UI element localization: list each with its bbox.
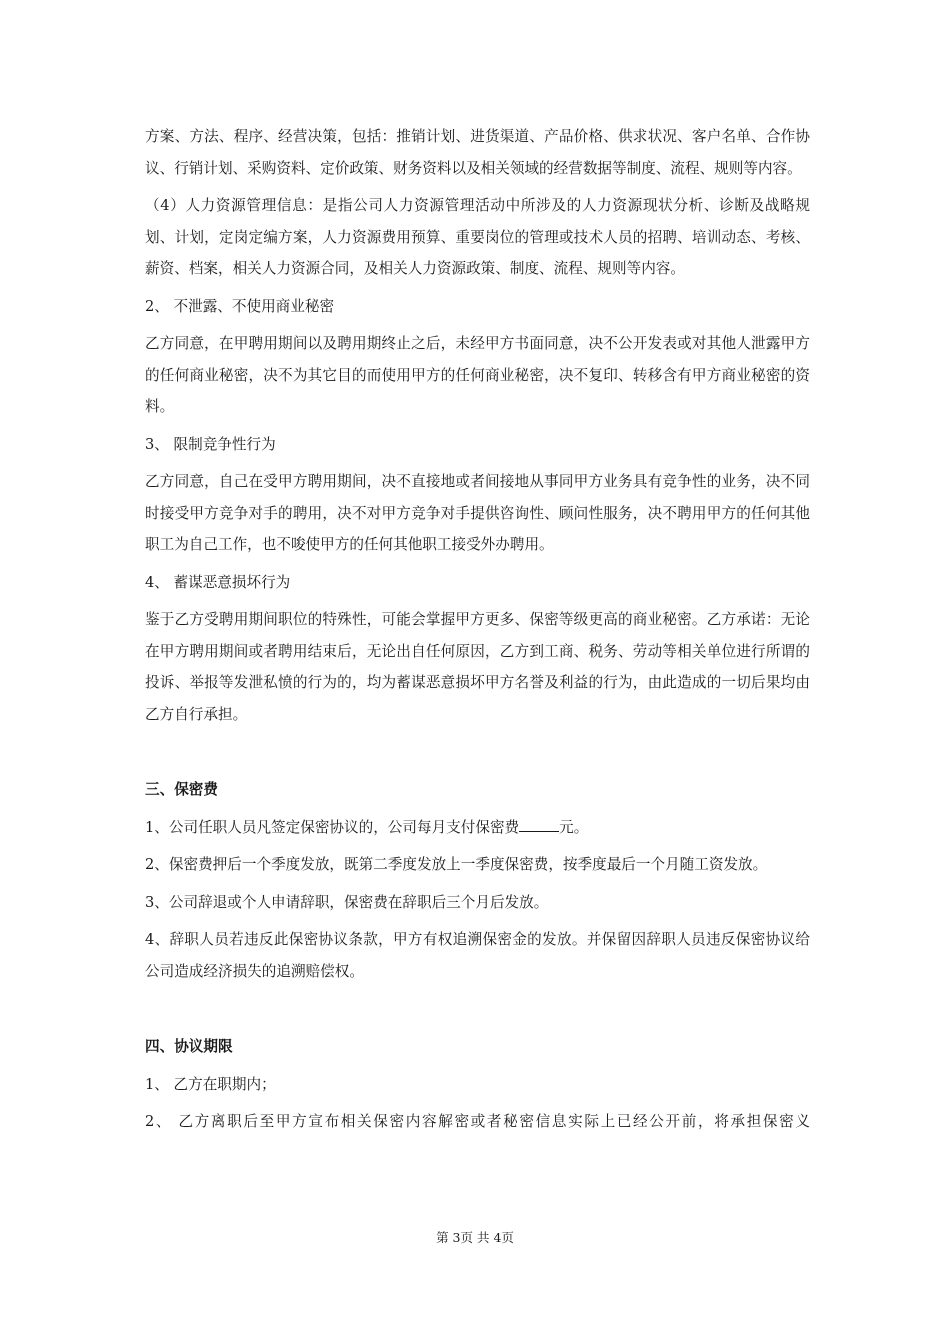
paragraph-non-compete: 乙方同意，自己在受甲方聘用期间，决不直接地或者间接地从事同甲方业务具有竞争性的业务，决不同时接受甲方竞争对手的聘用，决不对甲方竞争对手提供咨询性、顾问性服务，决不聘用甲方的任何其他职工为自己工作，也不唆使甲方的任何其他职工接受外办聘用。 (145, 473, 810, 553)
paragraph-hr-info: （4）人力资源管理信息：是指公司人力资源管理活动中所涉及的人力资源现状分析、诊断及战略规划、计划，定岗定编方案，人力资源费用预算、重要岗位的管理或技术人员的招聘、培训动态、考核、薪资、档案，相关人力资源合同，及相关人力资源政策、制度、流程、规则等内容。 (145, 197, 810, 277)
fee-amount-blank (519, 817, 559, 832)
page-number-footer: 第 3页 共 4页 (436, 1230, 514, 1245)
term-item-2: 2、 乙方离职后至甲方宣布相关保密内容解密或者秘密信息实际上已经公开前，将承担保密义 (145, 1113, 810, 1130)
fee-item-1-text: 1、公司任职人员凡签定保密协议的，公司每月支付保密费 (145, 818, 520, 836)
fee-item-2: 2、保密费押后一个季度发放，既第二季度发放上一季度保密费，按季度最后一个月随工资发放。 (145, 856, 768, 873)
term-item-1: 1、 乙方在职期内； (145, 1075, 276, 1093)
fee-item-3: 3、公司辞退或个人申请辞职，保密费在辞职后三个月后发放。 (145, 893, 549, 911)
paragraph-malicious-damage: 鉴于乙方受聘用期间职位的特殊性，可能会掌握甲方更多、保密等级更高的商业秘密。乙方承诺：无论在甲方聘用期间或者聘用结束后，无论出自任何原因，乙方到工商、税务、劳动等相关单位进行所谓的投诉、举报等发泄私愤的行为的，均为蓄谋恶意损坏甲方名誉及利益的行为，由此造成的一切后果均由乙方自行承担。 (145, 611, 810, 723)
clause-title-no-disclosure: 2、 不泄露、不使用商业秘密 (145, 297, 335, 315)
fee-item-1-unit: 元。 (559, 818, 589, 836)
document-body (145, 121, 810, 1144)
paragraph-business-info: 方案、方法、程序、经营决策，包括：推销计划、进货渠道、产品价格、供求状况、客户名单、合作协议、行销计划、采购资料、定价政策、财务资料以及相关领域的经营数据等制度、流程、规则等内容。 (145, 128, 810, 177)
fee-item-4: 4、辞职人员若违反此保密协议条款，甲方有权追溯保密金的发放。并保留因辞职人员违反保密协议给公司造成经济损失的追溯赔偿权。 (145, 931, 810, 980)
clause-title-malicious-damage: 4、 蓄谋恶意损坏行为 (145, 573, 291, 591)
paragraph-no-disclosure: 乙方同意，在甲聘用期间以及聘用期终止之后，未经甲方书面同意，决不公开发表或对其他人泄露甲方的任何商业秘密，决不为其它目的而使用甲方的任何商业秘密，决不复印、转移含有甲方商业秘密的资料。 (145, 335, 810, 415)
fee-item-1 (145, 812, 810, 844)
clause-title-non-compete: 3、 限制竞争性行为 (145, 435, 276, 453)
section-heading-confidentiality-fee: 三、保密费 (145, 781, 218, 798)
section-heading-agreement-term: 四、协议期限 (145, 1038, 233, 1055)
